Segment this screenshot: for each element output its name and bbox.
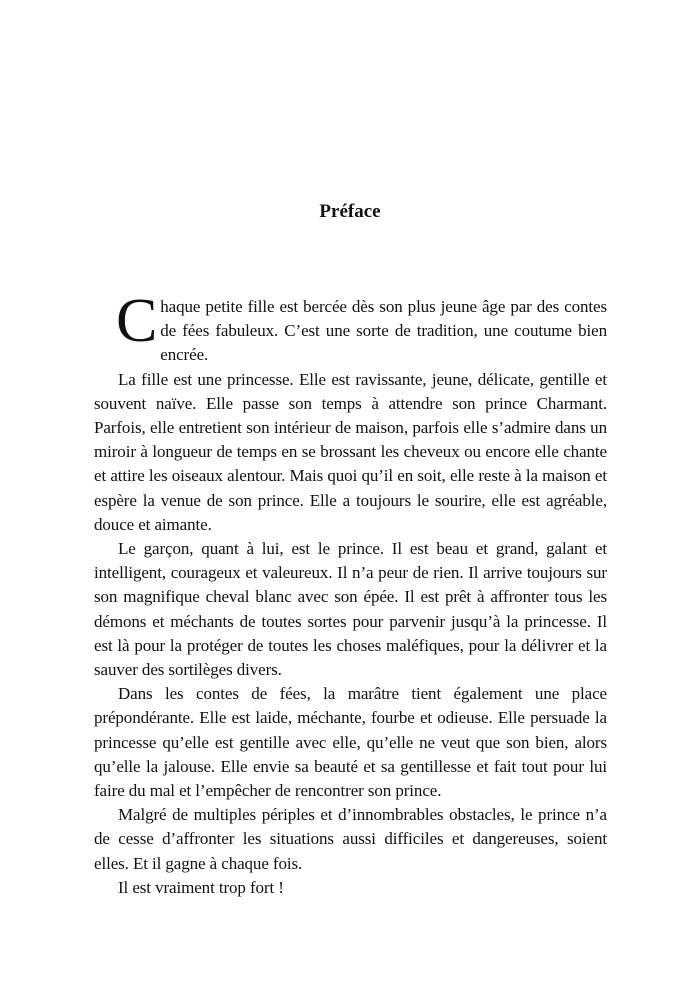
paragraph-4: Dans les contes de fées, la marâtre tient également une place prépondérante. Elle est laide, méchante, fourbe et odieuse. Elle persuade la princesse qu’elle est gentille avec elle, qu’elle ne veut que son bien, alors qu’elle la jalouse. Elle envie sa beauté et sa gentillesse et fait tout pour lui faire du mal et l’empêcher de rencontrer son prince. <box>94 684 607 801</box>
page-title: Préface <box>319 201 381 222</box>
drop-cap-letter: C <box>116 287 158 355</box>
paragraph-5: Malgré de multiples périples et d’innombrables obstacles, le prince n’a de cesse d’affronter les situations aussi difficiles et dangereuses, soient elles. Et il gagne à chaque fois. <box>94 805 607 873</box>
preface-body <box>94 287 607 900</box>
paragraph-2: La fille est une princesse. Elle est ravissante, jeune, délicate, gentille et souvent naïve. Elle passe son temps à attendre son prince Charmant. Parfois, elle entretient son intérieur de maison, parfois elle s’admire dans un miroir à longueur de temps en se brossant les cheveux ou encore elle chante et attire les oiseaux alentour. Mais quoi qu’il en soit, elle reste à la maison et espère la venue de son prince. Elle a toujours le sourire, elle est agréable, douce et aimante. <box>94 369 607 534</box>
paragraph-1 <box>94 287 607 368</box>
paragraph-6: Il est vraiment trop fort ! <box>118 877 284 897</box>
paragraph-1-text: haque petite fille est bercée dès son plus jeune âge par des contes de fées fabuleux. C’est une sorte de tradition, une coutume bien encrée. <box>160 297 607 365</box>
paragraph-3: Le garçon, quant à lui, est le prince. Il est beau et grand, galant et intelligent, courageux et valeureux. Il n’a peur de rien. Il arrive toujours sur son magnifique cheval blanc avec son épée. Il est prêt à affronter tous les démons et méchants de toutes sortes pour parvenir jusqu’à la princesse. Il est là pour la protéger de toutes les choses maléfiques, pour la délivrer et la sauver des sortilèges divers. <box>94 539 607 680</box>
